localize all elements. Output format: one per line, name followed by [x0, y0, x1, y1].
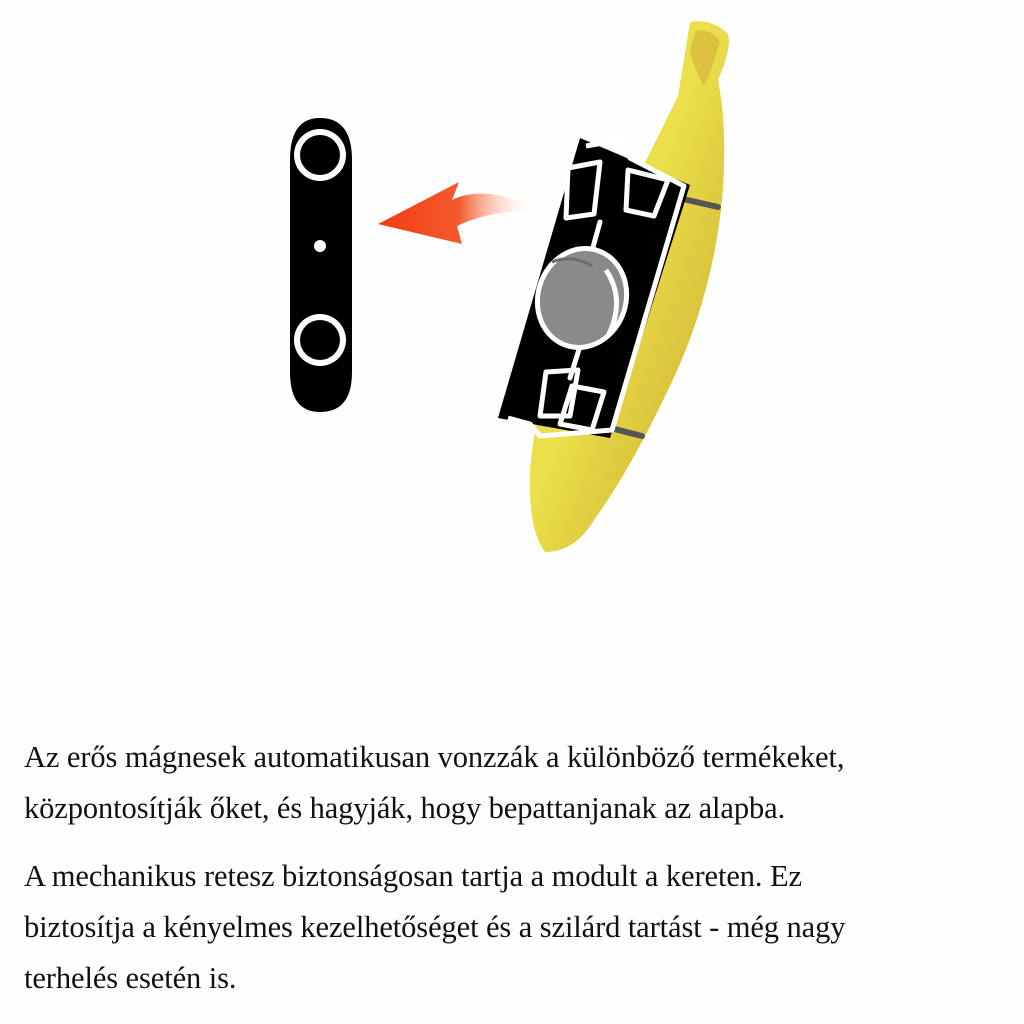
paragraph-latch — [24, 851, 1009, 1004]
description-text — [24, 732, 1009, 1021]
paragraph-line: A mechanikus retesz biztonságosan tartja a modult a kereten. Ez — [24, 859, 802, 893]
curved-arrow-left-icon — [378, 182, 525, 244]
banana-with-magnet-module — [498, 21, 729, 552]
paragraph-magnets — [24, 732, 1009, 834]
paragraph-line: központosítják őket, és hagyják, hogy bepattanjanak az alapba. — [24, 791, 786, 825]
bracket-icon — [290, 118, 352, 412]
paragraph-line: biztosítja a kényelmes kezelhetőséget és a szilárd tartást - még nagy — [24, 910, 846, 944]
paragraph-line: terhelés esetén is. — [24, 961, 237, 995]
paragraph-line: Az erős mágnesek automatikusan vonzzák a különböző termékeket, — [24, 740, 845, 774]
